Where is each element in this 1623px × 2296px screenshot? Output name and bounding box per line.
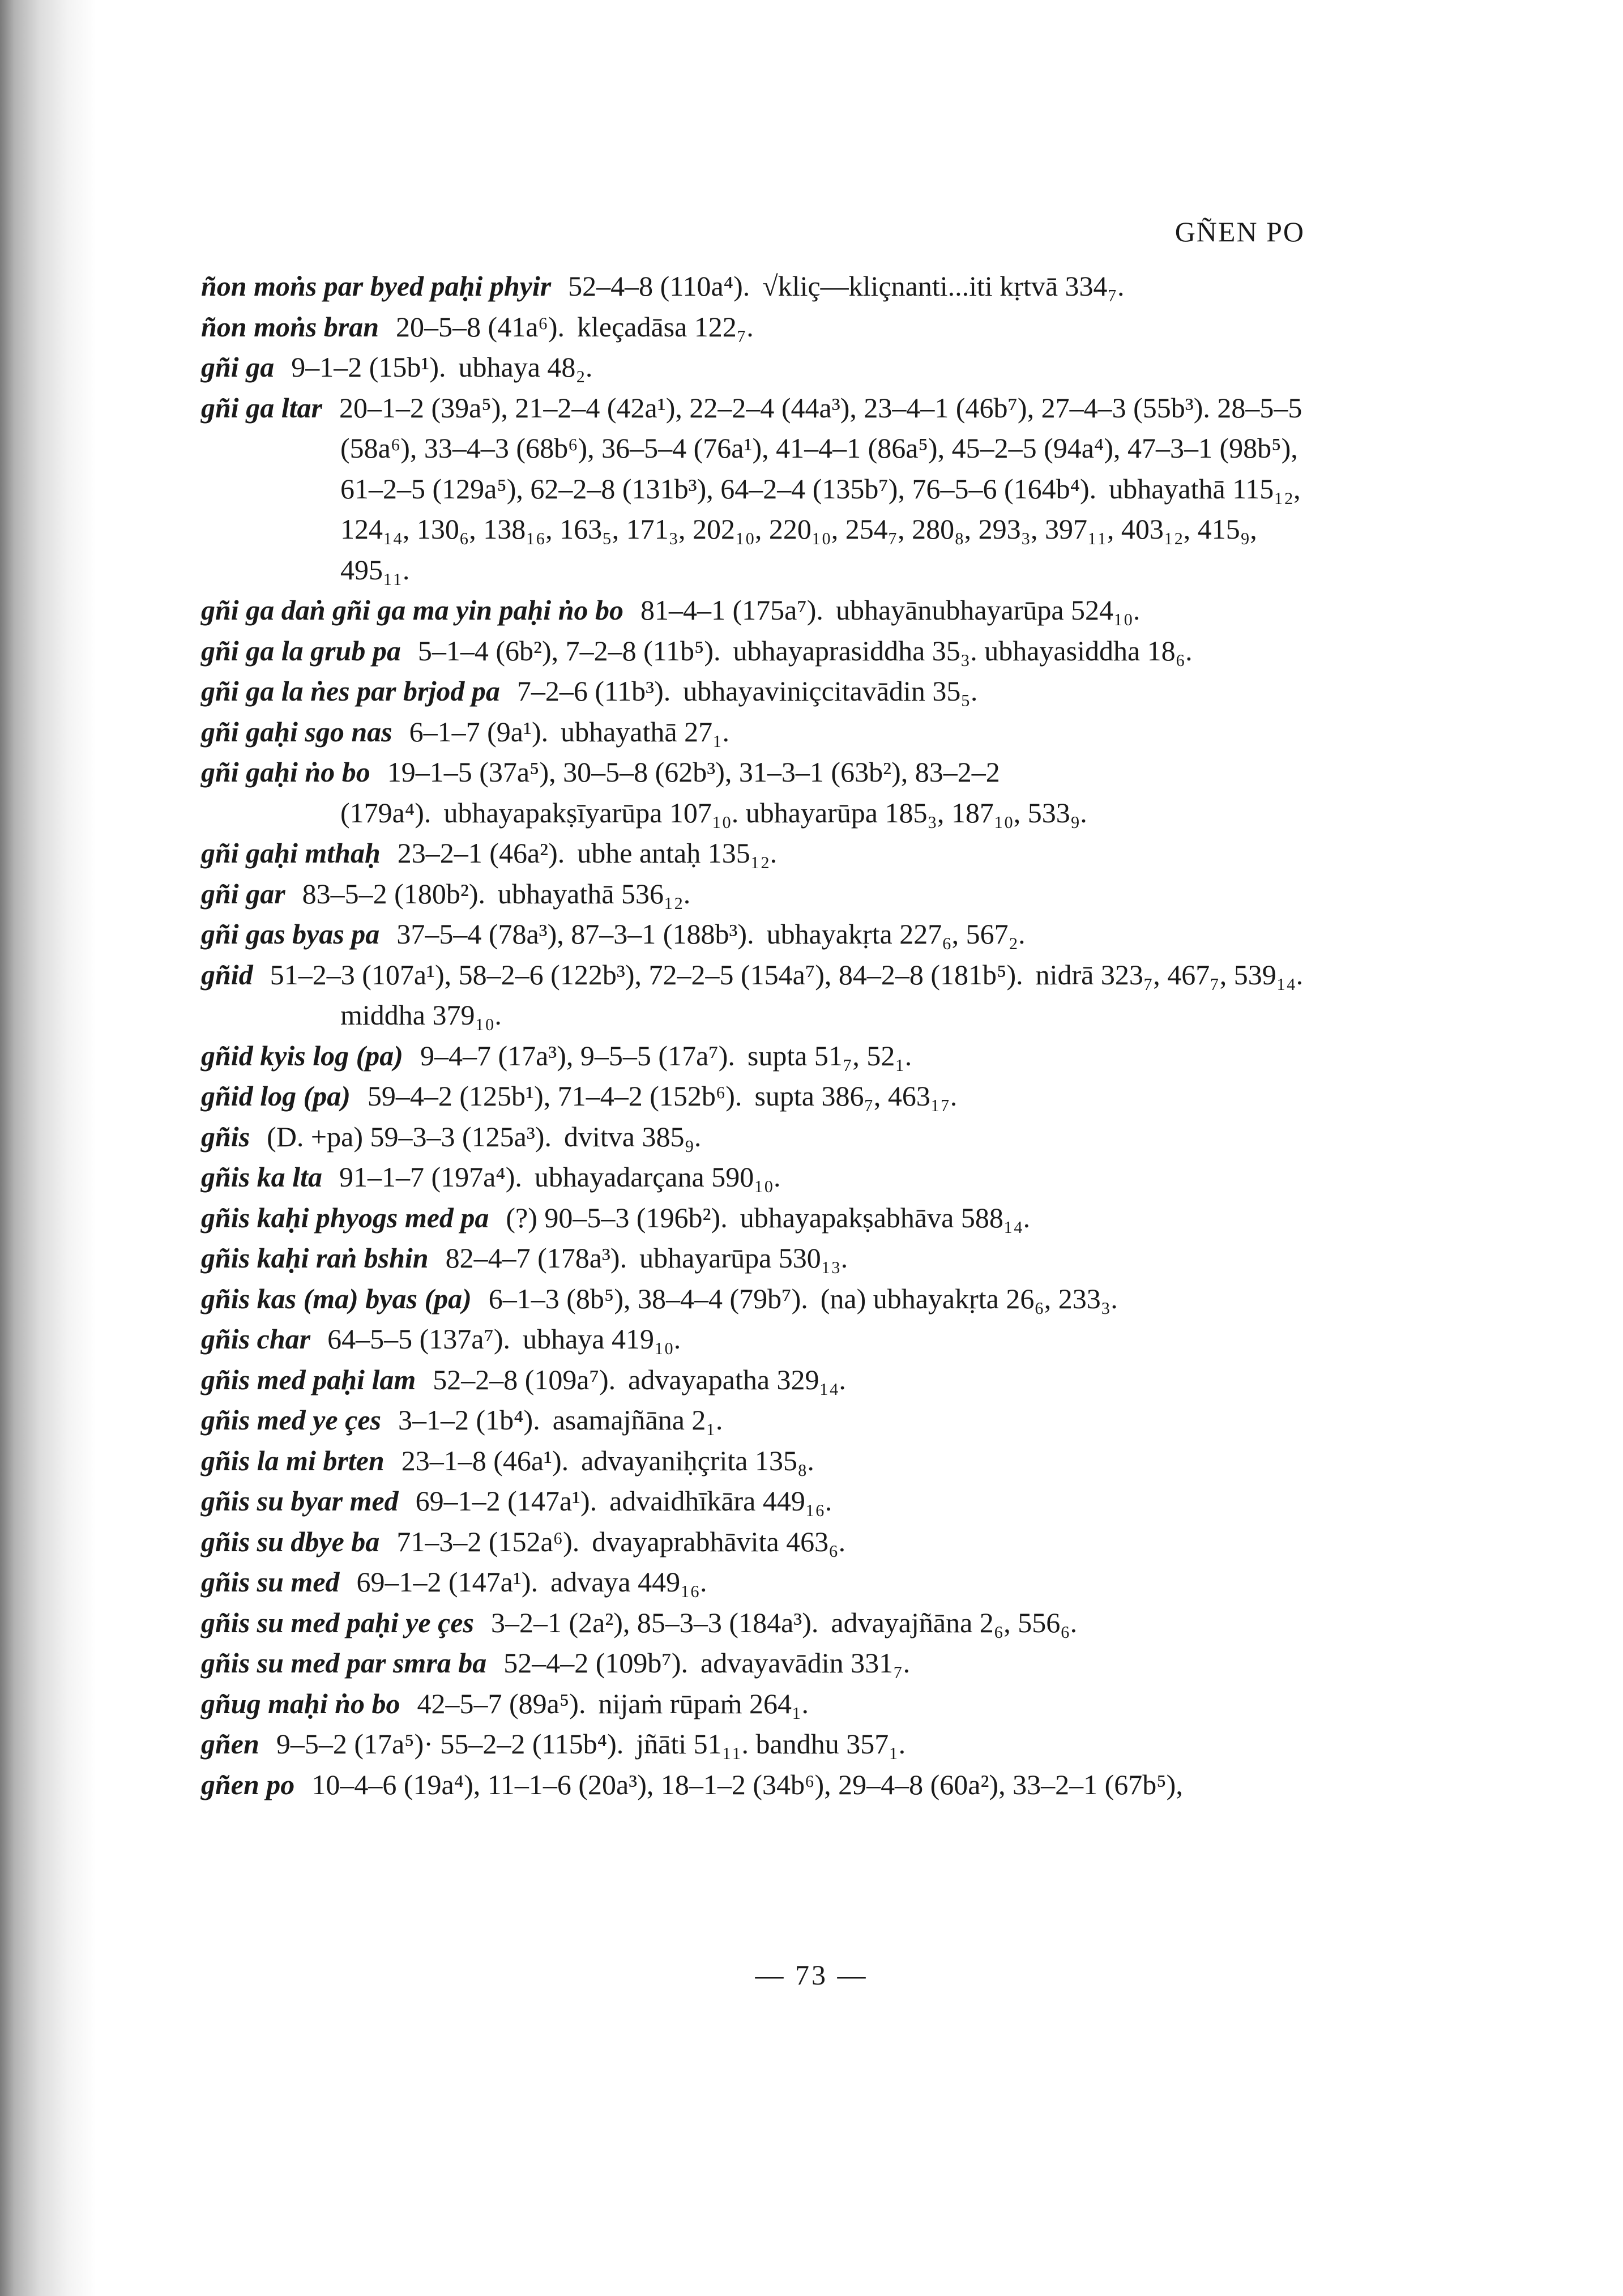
entry-term: gñis kas (ma) byas (pa) bbox=[201, 1282, 472, 1315]
entry-refs: 71–3–2 (152a⁶). bbox=[396, 1525, 580, 1557]
entry-sanskrit: jñāti 51₁₁. bandhu 357₁. bbox=[636, 1728, 906, 1760]
entry bbox=[201, 1319, 1305, 1360]
entry-term: gñis char bbox=[201, 1323, 311, 1355]
entry-refs: 9–4–7 (17a³), 9–5–5 (17a⁷). bbox=[420, 1039, 735, 1072]
entry-term: gñen bbox=[201, 1728, 259, 1760]
entry-refs: 69–1–2 (147a¹). bbox=[356, 1566, 538, 1598]
entry-refs: 20–1–2 (39a⁵), 21–2–4 (42a¹), 22–2–4 (44a³), 23–4–1 (46b⁷), 27–4–3 (55b³). 28–5–5 (58a⁶), 33–4–3 (68b⁶), 36–5–4 (76a¹), 41–4–1 (86a⁵), 45–2–5 (94a⁴), 47–3–1 (98b⁵), 61–2–5 (129a⁵), 62–2–8 (131b³), 64–2–4 (135b⁷), 76–5–6 (164b⁴). bbox=[339, 391, 1302, 505]
entry bbox=[201, 1198, 1305, 1239]
entry-term: gñis su med bbox=[201, 1566, 340, 1598]
entry-sanskrit: advayajñāna 2₆, 556₆. bbox=[831, 1606, 1078, 1638]
entry-term: gñis med ye çes bbox=[201, 1404, 381, 1436]
entry-term: gñi gar bbox=[201, 877, 285, 910]
entry-sanskrit: kleçadāsa 122₇. bbox=[576, 310, 754, 343]
entry bbox=[201, 347, 1305, 388]
entry-sanskrit: ubhayakṛta 227₆, 567₂. bbox=[766, 918, 1026, 950]
entry-term: ñon moṅs bran bbox=[201, 310, 379, 343]
entry-sanskrit: ubhayaviniçcitavādin 35₅. bbox=[683, 675, 978, 707]
entry bbox=[201, 1765, 1305, 1806]
entry-sanskrit: supta 386₇, 463₁₇. bbox=[754, 1080, 958, 1112]
entry-term: gñi gas byas pa bbox=[201, 918, 380, 950]
entry-term: gñi gaḥi mthaḥ bbox=[201, 837, 381, 869]
entry-refs: 52–4–8 (110a⁴). bbox=[568, 270, 750, 302]
entry-refs: 3–1–2 (1b⁴). bbox=[398, 1404, 540, 1436]
entry-refs: 19–1–5 (37a⁵), 30–5–8 (62b³), 31–3–1 (63b²), 83–2–2 (179a⁴). bbox=[340, 756, 1000, 829]
entry-refs: 64–5–5 (137a⁷). bbox=[327, 1323, 511, 1355]
entry bbox=[201, 1481, 1305, 1522]
entry bbox=[201, 1360, 1305, 1401]
entry-term: gñis ka lta bbox=[201, 1161, 322, 1193]
entry-refs: 3–2–1 (2a²), 85–3–3 (184a³). bbox=[490, 1606, 819, 1638]
entry-sanskrit: supta 51₇, 52₁. bbox=[747, 1039, 912, 1072]
entry bbox=[201, 266, 1305, 307]
entry-refs: 51–2–3 (107a¹), 58–2–6 (122b³), 72–2–5 (154a⁷), 84–2–8 (181b⁵). bbox=[270, 958, 1023, 991]
entry-refs: 42–5–7 (89a⁵). bbox=[417, 1687, 586, 1719]
entry bbox=[201, 914, 1305, 955]
entry-sanskrit: advayapatha 329₁₄. bbox=[628, 1363, 846, 1395]
entry-refs: 81–4–1 (175a⁷). bbox=[640, 594, 823, 626]
entry bbox=[201, 1724, 1305, 1765]
entry-term: gñis su dbye ba bbox=[201, 1525, 380, 1557]
entry-refs: (?) 90–5–3 (196b²). bbox=[506, 1201, 728, 1234]
entry-refs: 52–2–8 (109a⁷). bbox=[433, 1363, 616, 1395]
entry bbox=[201, 1441, 1305, 1482]
entry-sanskrit: ubhaya 48₂. bbox=[458, 351, 593, 383]
entry-refs: 82–4–7 (178a³). bbox=[445, 1242, 627, 1274]
entry-term: gñis kaḥi raṅ bshin bbox=[201, 1242, 429, 1274]
entry-sanskrit: nidrā 323₇, 467₇, 539₁₄. middha 379₁₀. bbox=[340, 958, 1304, 1031]
entry-term: gñi ga la ṅes par brjod pa bbox=[201, 675, 500, 707]
entry bbox=[201, 1400, 1305, 1441]
entry-refs: 7–2–6 (11b³). bbox=[516, 675, 671, 707]
entry-term: ñon moṅs par byed paḥi phyir bbox=[201, 270, 552, 302]
entry-sanskrit: nijaṁ rūpaṁ 264₁. bbox=[598, 1687, 809, 1719]
entry-term: gñis kaḥi phyogs med pa bbox=[201, 1201, 489, 1234]
entry-refs: 23–1–8 (46a¹). bbox=[401, 1444, 569, 1476]
entry-term: gñi gaḥi sgo nas bbox=[201, 715, 392, 748]
entry bbox=[201, 752, 1305, 833]
entry-term: gñis su byar med bbox=[201, 1485, 399, 1517]
entry-term: gñid kyis log (pa) bbox=[201, 1039, 403, 1072]
entry bbox=[201, 1238, 1305, 1279]
entry-sanskrit: ubhayathā 27₁. bbox=[561, 715, 730, 748]
entry-sanskrit: ubhayathā 115₁₂, 124₁₄, 130₆, 138₁₆, 163₅, 171₃, 202₁₀, 220₁₀, 254₇, 280₈, 293₃, 397₁₁, 403₁₂, 415₉, 495₁₁. bbox=[340, 472, 1301, 586]
entry-refs: 9–5–2 (17a⁵)· 55–2–2 (115b⁴). bbox=[276, 1728, 624, 1760]
entry-term: gñid bbox=[201, 958, 253, 991]
entry bbox=[201, 1603, 1305, 1644]
entry-refs: 69–1–2 (147a¹). bbox=[415, 1485, 597, 1517]
entry-refs: 6–1–3 (8b⁵), 38–4–4 (79b⁷). bbox=[488, 1282, 808, 1315]
entry-term: gñi ga la grub pa bbox=[201, 634, 401, 667]
entry-term: gñis la mi brten bbox=[201, 1444, 385, 1476]
entry bbox=[201, 874, 1305, 915]
entry-term: gñis su med paḥi ye çes bbox=[201, 1606, 474, 1638]
entry-sanskrit: ubhayaprasiddha 35₃. ubhayasiddha 18₆. bbox=[733, 634, 1193, 667]
entry-refs: 9–1–2 (15b¹). bbox=[291, 351, 446, 383]
page-number: — 73 — bbox=[755, 1959, 868, 1991]
entry-sanskrit: ubhayapakṣabhāva 588₁₄. bbox=[740, 1201, 1031, 1234]
entry bbox=[201, 590, 1305, 631]
entry-sanskrit: advaya 449₁₆. bbox=[550, 1566, 707, 1598]
scan-edge-shadow bbox=[0, 0, 96, 2296]
entry bbox=[201, 1562, 1305, 1603]
entry-refs: 6–1–7 (9a¹). bbox=[409, 715, 549, 748]
entry-refs: 10–4–6 (19a⁴), 11–1–6 (20a³), 18–1–2 (34b⁶), 29–4–8 (60a²), 33–2–1 (67b⁵), bbox=[311, 1768, 1183, 1800]
entry bbox=[201, 1684, 1305, 1725]
entry-term: gñug maḥi ṅo bo bbox=[201, 1687, 400, 1719]
entry bbox=[201, 307, 1305, 348]
entry-term: gñi ga daṅ gñi ga ma yin paḥi ṅo bo bbox=[201, 594, 623, 626]
entry-refs: 91–1–7 (197a⁴). bbox=[339, 1161, 522, 1193]
entry-term: gñi ga bbox=[201, 351, 275, 383]
entry-refs: (D. +pa) 59–3–3 (125a³). bbox=[267, 1120, 552, 1153]
entry-term: gñid log (pa) bbox=[201, 1080, 351, 1112]
entry-sanskrit: √kliç—kliçnanti...iti kṛtvā 334₇. bbox=[762, 270, 1125, 302]
entry-sanskrit: (na) ubhayakṛta 26₆, 233₃. bbox=[820, 1282, 1118, 1315]
entry-sanskrit: ubhayarūpa 530₁₃. bbox=[639, 1242, 848, 1274]
entry bbox=[201, 833, 1305, 874]
entry-sanskrit: ubhayapakṣīyarūpa 107₁₀. ubhayarūpa 185₃, 187₁₀, 533₉. bbox=[443, 796, 1087, 829]
entry bbox=[201, 631, 1305, 672]
entry-term: gñis su med par smra ba bbox=[201, 1647, 487, 1679]
entry-refs: 37–5–4 (78a³), 87–3–1 (188b³). bbox=[396, 918, 754, 950]
entry bbox=[201, 712, 1305, 753]
entry bbox=[201, 1117, 1305, 1158]
entry-sanskrit: dvayaprabhāvita 463₆. bbox=[592, 1525, 846, 1557]
entry bbox=[201, 671, 1305, 712]
entry-sanskrit: advaidhīkāra 449₁₆. bbox=[609, 1485, 832, 1517]
entry-sanskrit: advayaniḥçrita 135₈. bbox=[581, 1444, 814, 1476]
entry-sanskrit: ubhe antaḥ 135₁₂. bbox=[577, 837, 778, 869]
entry-term: gñis bbox=[201, 1120, 250, 1153]
entry bbox=[201, 1076, 1305, 1117]
entry bbox=[201, 1157, 1305, 1198]
entry-term: gñi gaḥi ṅo bo bbox=[201, 756, 370, 788]
entry-refs: 59–4–2 (125b¹), 71–4–2 (152b⁶). bbox=[367, 1080, 742, 1112]
entry-sanskrit: advayavādin 331₇. bbox=[701, 1647, 911, 1679]
entry-sanskrit: dvitva 385₉. bbox=[563, 1120, 702, 1153]
running-head: GÑEN PO bbox=[1174, 216, 1305, 247]
entry-term: gñen po bbox=[201, 1768, 295, 1800]
entry bbox=[201, 1036, 1305, 1077]
entry bbox=[201, 1643, 1305, 1684]
entry bbox=[201, 1279, 1305, 1320]
entry bbox=[201, 955, 1305, 1036]
dictionary-entries bbox=[201, 266, 1305, 1805]
entry-refs: 83–5–2 (180b²). bbox=[302, 877, 485, 910]
entry-refs: 5–1–4 (6b²), 7–2–8 (11b⁵). bbox=[417, 634, 721, 667]
entry-sanskrit: ubhaya 419₁₀. bbox=[523, 1323, 681, 1355]
entry-sanskrit: ubhayadarçana 590₁₀. bbox=[534, 1161, 781, 1193]
entry-refs: 20–5–8 (41a⁶). bbox=[396, 310, 565, 343]
entry-refs: 23–2–1 (46a²). bbox=[397, 837, 565, 869]
entry-sanskrit: asamajñāna 2₁. bbox=[552, 1404, 723, 1436]
entry-sanskrit: ubhayathā 536₁₂. bbox=[497, 877, 691, 910]
entry-sanskrit: ubhayānubhayarūpa 524₁₀. bbox=[835, 594, 1141, 626]
entry-refs: 52–4–2 (109b⁷). bbox=[503, 1647, 689, 1679]
entry-term: gñis med paḥi lam bbox=[201, 1363, 416, 1395]
entry bbox=[201, 1522, 1305, 1563]
entry bbox=[201, 388, 1305, 591]
entry-term: gñi ga ltar bbox=[201, 391, 322, 424]
